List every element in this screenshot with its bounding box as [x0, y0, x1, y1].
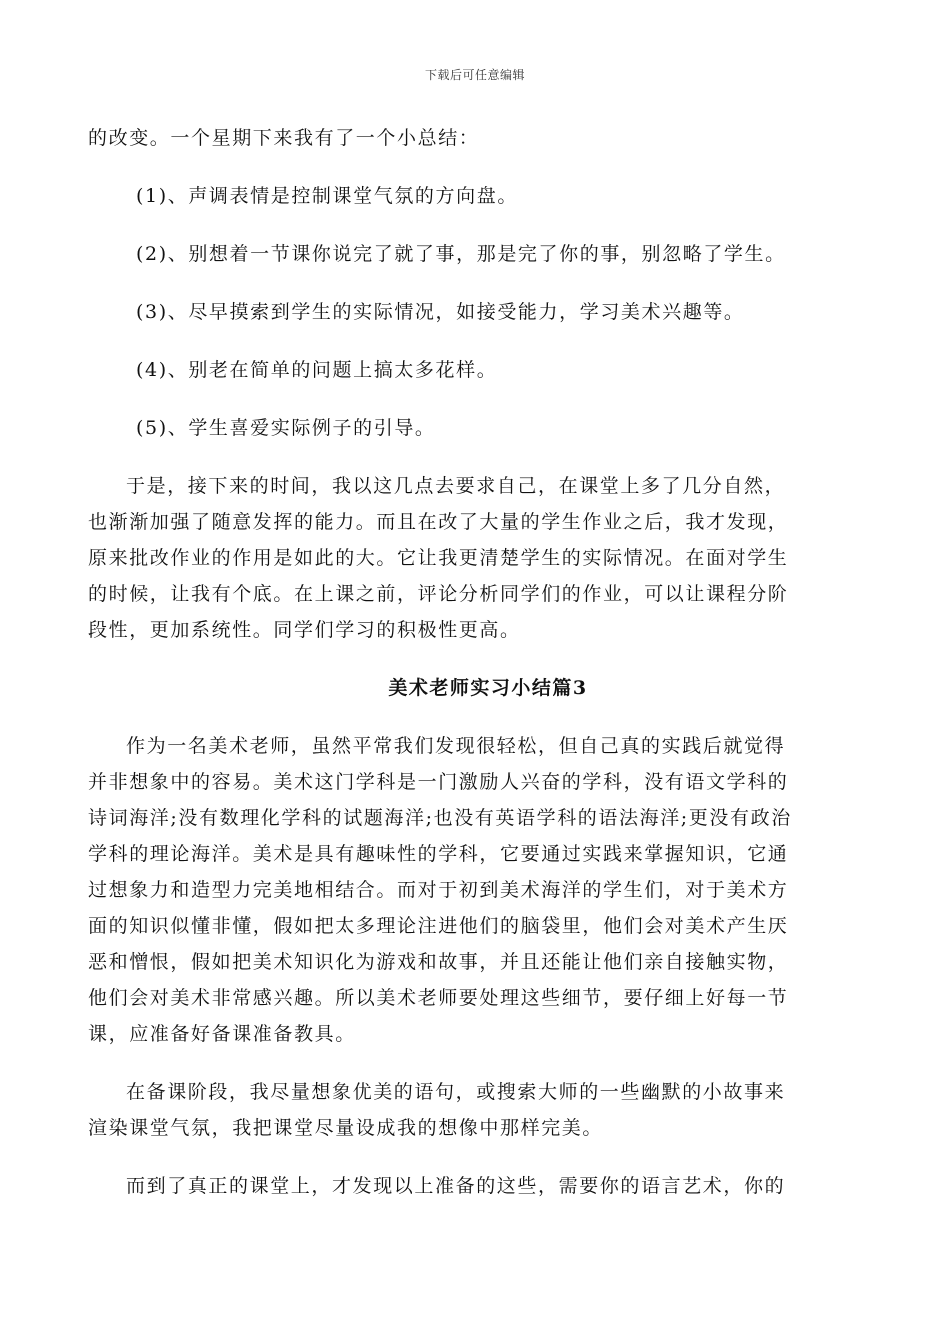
document-body	[88, 120, 858, 1204]
paragraph-line: 而到了真正的课堂上，才发现以上准备的这些，需要你的语言艺术，你的	[126, 1175, 786, 1197]
paragraph-line: 于是，接下来的时间，我以这几点去要求自己，在课堂上多了几分自然，	[126, 475, 786, 497]
paragraph-line: 的时候，让我有个底。在上课之前，评论分析同学们的作业，可以让课程分阶	[88, 583, 789, 605]
paragraph-line: 恶和憎恨，假如把美术知识化为游戏和故事，并且还能让他们亲自接触实物，	[88, 951, 789, 973]
header-note: 下载后可任意编辑	[424, 68, 525, 82]
paragraph-line: 并非想象中的容易。美术这门学科是一门激励人兴奋的学科，没有语文学科的	[88, 771, 789, 793]
summary-item-5: (5)、学生喜爱实际例子的引导。	[136, 417, 436, 439]
summary-item-1: (1)、声调表情是控制课堂气氛的方向盘。	[136, 185, 518, 207]
paragraph-line: 在备课阶段，我尽量想象优美的语句，或搜索大师的一些幽默的小故事来	[126, 1081, 786, 1103]
paragraph-classroom	[88, 1168, 858, 1204]
paragraph-art-teacher	[88, 728, 858, 1052]
summary-item-3: (3)、尽早摸索到学生的实际情况，如接受能力，学习美术兴趣等。	[136, 301, 745, 323]
paragraph-line: 也渐渐加强了随意发挥的能力。而且在改了大量的学生作业之后，我才发现，	[88, 511, 789, 533]
paragraph-line: 渲染课堂气氛，我把课堂尽量设成我的想像中那样完美。	[88, 1117, 604, 1139]
paragraph-line: 作为一名美术老师，虽然平常我们发现很轻松，但自己真的实践后就觉得	[126, 735, 786, 757]
summary-list	[88, 178, 858, 446]
paragraph-line: 面的知识似懂非懂，假如把太多理论注进他们的脑袋里，他们会对美术产生厌	[88, 915, 789, 937]
paragraph-reflection	[88, 468, 858, 648]
summary-item-2: (2)、别想着一节课你说完了就了事，那是完了你的事，别忽略了学生。	[136, 243, 786, 265]
paragraph-line: 课，应准备好备课准备教具。	[88, 1023, 356, 1045]
summary-item-4: (4)、别老在简单的问题上搞太多花样。	[136, 359, 498, 381]
paragraph-line: 他们会对美术非常感兴趣。所以美术老师要处理这些细节，要仔细上好每一节	[88, 987, 789, 1009]
section-title: 美术老师实习小结篇3	[388, 677, 588, 699]
paragraph-line: 原来批改作业的作用是如此的大。它让我更清楚学生的实际情况。在面对学生	[88, 547, 789, 569]
paragraph-line: 过想象力和造型力完美地相结合。而对于初到美术海洋的学生们，对于美术方	[88, 879, 789, 901]
paragraph-line: 学科的理论海洋。美术是具有趣味性的学科，它要通过实践来掌握知识，它通	[88, 843, 789, 865]
paragraph-lesson-prep	[88, 1074, 858, 1146]
paragraph-line: 诗词海洋;没有数理化学科的试题海洋;也没有英语学科的语法海洋;更没有政治	[88, 807, 792, 829]
paragraph-line: 段性，更加系统性。同学们学习的积极性更高。	[88, 619, 521, 641]
intro-line: 的改变。一个星期下来我有了一个小总结：	[88, 127, 480, 149]
